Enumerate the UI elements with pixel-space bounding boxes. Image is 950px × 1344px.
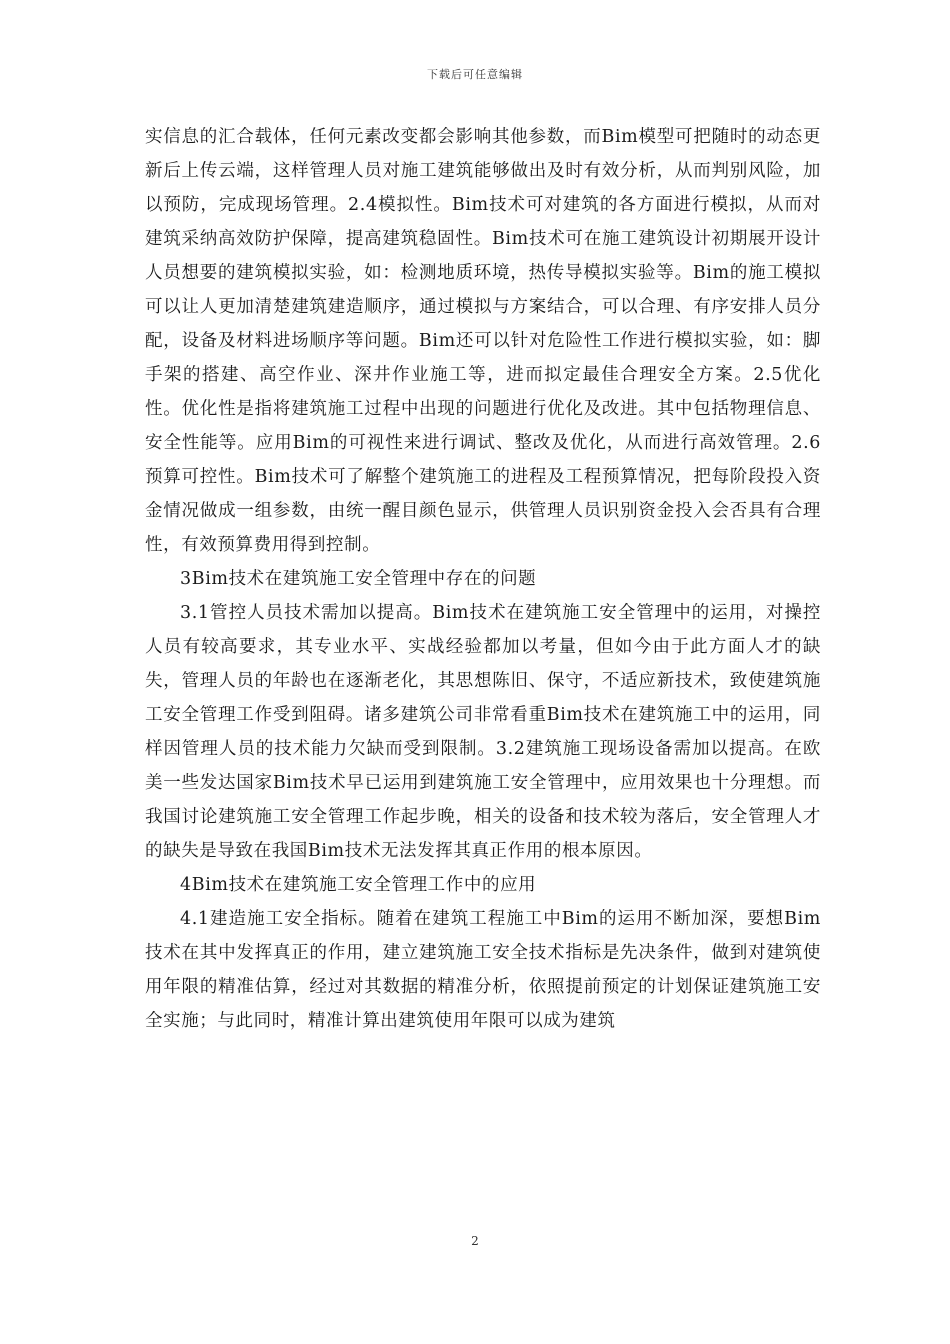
paragraph-section-3: 3.1管控人员技术需加以提高。Bim技术在建筑施工安全管理中的运用，对操控人员有较高要求，其专业水平、实战经验都加以考量，但如今由于此方面人才的缺失，管理人员的年龄也在逐渐老化，其思想陈旧、保守，不适应新技术，致使建筑施工安全管理工作受到阻碍。诸多建筑公司非常看重Bim技术在建筑施工中的运用，同样因管理人员的技术能力欠缺而受到限制。3.2建筑施工现场设备需加以提高。在欧美一些发达国家Bim技术早已运用到建筑施工安全管理中，应用效果也十分理想。而我国讨论建筑施工安全管理工作起步晚，相关的设备和技术较为落后，安全管理人才的缺失是导致在我国Bim技术无法发挥其真正作用的根本原因。 [145, 603, 821, 861]
page-header-note: 下载后可任意编辑 [427, 68, 523, 81]
document-body [145, 120, 821, 1038]
section-heading-4: 4Bim技术在建筑施工安全管理工作中的应用 [180, 875, 537, 895]
section-heading-3: 3Bim技术在建筑施工安全管理中存在的问题 [180, 569, 537, 589]
page-number: 2 [471, 1234, 479, 1248]
paragraph-continuation: 实信息的汇合载体，任何元素改变都会影响其他参数，而Bim模型可把随时的动态更新后上传云端，这样管理人员对施工建筑能够做出及时有效分析，从而判别风险，加以预防，完成现场管理。2.4模拟性。Bim技术可对建筑的各方面进行模拟，从而对建筑采纳高效防护保障，提高建筑稳固性。Bim技术可在施工建筑设计初期展开设计人员想要的建筑模拟实验，如：检测地质环境，热传导模拟实验等。Bim的施工模拟可以让人更加清楚建筑建造顺序，通过模拟与方案结合，可以合理、有序安排人员分配，设备及材料进场顺序等问题。Bim还可以针对危险性工作进行模拟实验，如：脚手架的搭建、高空作业、深井作业施工等，进而拟定最佳合理安全方案。2.5优化性。优化性是指将建筑施工过程中出现的问题进行优化及改进。其中包括物理信息、安全性能等。应用Bim的可视性来进行调试、整改及优化，从而进行高效管理。2.6预算可控性。Bim技术可了解整个建筑施工的进程及工程预算情况，把每阶段投入资金情况做成一组参数，由统一醒目颜色显示，供管理人员识别资金投入会否具有合理性，有效预算费用得到控制。 [145, 127, 821, 555]
paragraph-section-4: 4.1建造施工安全指标。随着在建筑工程施工中Bim的运用不断加深，要想Bim技术在其中发挥真正的作用，建立建筑施工安全技术指标是先决条件，做到对建筑使用年限的精准估算，经过对其数据的精准分析，依照提前预定的计划保证建筑施工安全实施；与此同时，精准计算出建筑使用年限可以成为建筑 [145, 909, 821, 1031]
